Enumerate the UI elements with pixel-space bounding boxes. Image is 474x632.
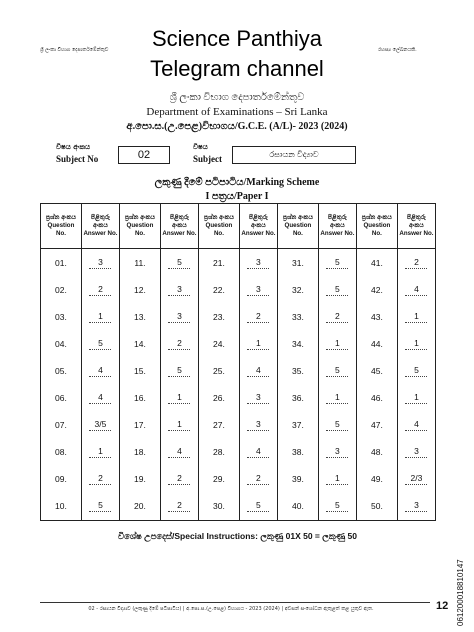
header-answer-no: [81, 204, 119, 249]
table-row: [41, 330, 436, 357]
header-si: පිළිතුරු අංකය: [90, 214, 111, 229]
dept-sinhala: ශ්‍රී ලංකා විභාග දෙපාර්තමේන්තුව: [169, 92, 305, 103]
answer-number: 2: [247, 474, 269, 485]
answer-number: 5: [89, 339, 111, 350]
question-number: 23.: [198, 303, 239, 330]
question-number: 24.: [198, 330, 239, 357]
question-number: 08.: [41, 439, 82, 466]
question-number: 45.: [356, 357, 397, 384]
subject-no-label-en: Subject No: [56, 154, 99, 164]
answer-cell: [397, 439, 435, 466]
answer-number: 3: [247, 393, 269, 404]
subject-label-en: Subject: [193, 154, 222, 164]
header-si: පිළිතුරු අංකය: [406, 214, 426, 229]
question-number: 50.: [356, 493, 397, 521]
answer-number: 2: [247, 312, 269, 323]
answer-cell: [81, 384, 119, 411]
answer-cell: [81, 249, 119, 277]
header-en: Answer No.: [83, 230, 118, 237]
answer-number: 3: [247, 420, 269, 431]
question-number: 48.: [356, 439, 397, 466]
answer-number: 4: [247, 366, 269, 377]
question-number: 30.: [198, 493, 239, 521]
marking-scheme-title: ලකුණු දීමේ පටිපාටිය/Marking Scheme: [154, 177, 320, 188]
answer-cell: [239, 249, 277, 277]
question-number: 46.: [356, 384, 397, 411]
header-si: පිළිතුරු අංකය: [327, 214, 347, 229]
answer-number: 5: [326, 285, 348, 296]
answer-cell: [318, 493, 356, 521]
footer-rule: [40, 602, 430, 603]
answer-number: 2: [168, 474, 190, 485]
question-number: 07.: [41, 412, 82, 439]
answer-cell: [318, 249, 356, 277]
header-en: Answer No.: [162, 230, 197, 237]
answer-cell: [81, 276, 119, 303]
answer-cell: [318, 466, 356, 493]
header-si: ප්‍රශ්න අංකය: [361, 214, 393, 221]
answer-cell: [81, 466, 119, 493]
answer-number: 4: [89, 393, 111, 404]
overlay-title-line1: Science Panthiya: [152, 26, 322, 51]
side-serial-text: 061200018810147: [456, 559, 465, 626]
answer-cell: [81, 439, 119, 466]
answer-cell: [239, 412, 277, 439]
answer-number: 2: [89, 285, 111, 296]
subject-no-label-si: විෂය අංකය: [56, 143, 91, 151]
answer-cell: [239, 330, 277, 357]
question-number: 28.: [198, 439, 239, 466]
answer-cell: [239, 384, 277, 411]
question-number: 20.: [119, 493, 160, 521]
answer-number: 3: [247, 258, 269, 269]
question-number: 37.: [277, 412, 318, 439]
answer-cell: [239, 357, 277, 384]
header-answer-no: [318, 204, 356, 249]
header-en: Question No.: [363, 222, 391, 237]
answer-number: 5: [168, 258, 190, 269]
answer-cell: [160, 276, 198, 303]
header-question-no: [356, 204, 397, 249]
answer-cell: [81, 303, 119, 330]
table-row: [41, 303, 436, 330]
header-answer-no: [239, 204, 277, 249]
question-number: 22.: [198, 276, 239, 303]
answer-number: 5: [326, 366, 348, 377]
header-en: Question No.: [47, 222, 75, 237]
answer-cell: [318, 439, 356, 466]
question-number: 31.: [277, 249, 318, 277]
answer-cell: [397, 384, 435, 411]
header-question-no: [277, 204, 318, 249]
answer-number: 1: [168, 420, 190, 431]
answer-number: 1: [405, 339, 427, 350]
special-instructions: විශේෂ උපදෙස්/Special Instructions: ලකුණු 01X 50 = ලකුණු 50: [118, 531, 358, 541]
question-number: 02.: [41, 276, 82, 303]
answer-number: 3: [405, 447, 427, 458]
corner-confidential-label: රහස්‍ය ලේඛනයකි.: [378, 47, 417, 53]
header-answer-no: [397, 204, 435, 249]
exam-title: අ.පො.ස.(උ.පෙළ)විභාගය/G.C.E. (A/L)- 2023 (2024): [126, 121, 348, 132]
answer-number: 4: [168, 447, 190, 458]
header-en: Question No.: [205, 222, 233, 237]
answer-cell: [160, 303, 198, 330]
answer-cell: [318, 276, 356, 303]
answer-cell: [397, 276, 435, 303]
answer-cell: [397, 330, 435, 357]
question-number: 42.: [356, 276, 397, 303]
question-number: 05.: [41, 357, 82, 384]
question-number: 04.: [41, 330, 82, 357]
answer-cell: [160, 493, 198, 521]
answer-cell: [239, 466, 277, 493]
table-row: [41, 357, 436, 384]
question-number: 47.: [356, 412, 397, 439]
answer-cell: [160, 466, 198, 493]
answer-cell: [397, 493, 435, 521]
answer-number: 5: [168, 366, 190, 377]
header-en: Answer No.: [320, 230, 355, 237]
page-number: 12: [436, 600, 449, 612]
header-si: ප්‍රශ්න අංකය: [203, 214, 235, 221]
answer-number: 3: [326, 447, 348, 458]
answer-number: 5: [326, 501, 348, 512]
answer-number: 5: [247, 501, 269, 512]
header-en: Question No.: [284, 222, 312, 237]
answer-number: 4: [89, 366, 111, 377]
answer-cell: [397, 303, 435, 330]
answer-cell: [397, 357, 435, 384]
table-row: [41, 412, 436, 439]
answer-cell: [397, 249, 435, 277]
question-number: 33.: [277, 303, 318, 330]
answer-number: 3: [247, 285, 269, 296]
question-number: 17.: [119, 412, 160, 439]
header-question-no: [41, 204, 82, 249]
answer-cell: [318, 303, 356, 330]
answer-number: 4: [247, 447, 269, 458]
question-number: 32.: [277, 276, 318, 303]
header-si: පිළිතුරු අංකය: [169, 214, 189, 229]
answer-number: 5: [89, 501, 111, 512]
answer-cell: [239, 439, 277, 466]
header-si: ප්‍රශ්න අංකය: [45, 214, 77, 221]
answer-number: 1: [405, 393, 427, 404]
answer-cell: [318, 357, 356, 384]
answer-number: 5: [326, 420, 348, 431]
question-number: 16.: [119, 384, 160, 411]
answer-number: 5: [326, 258, 348, 269]
question-number: 35.: [277, 357, 318, 384]
answer-cell: [397, 412, 435, 439]
header-en: Answer No.: [399, 230, 434, 237]
answer-cell: [318, 412, 356, 439]
answer-number: 2/3: [405, 474, 427, 485]
answer-cell: [397, 466, 435, 493]
answer-number: 2: [326, 312, 348, 323]
answer-cell: [160, 384, 198, 411]
answer-number: 1: [326, 474, 348, 485]
table-row: [41, 466, 436, 493]
answer-cell: [81, 493, 119, 521]
question-number: 06.: [41, 384, 82, 411]
answer-cell: [318, 330, 356, 357]
answer-number: 2: [89, 474, 111, 485]
answer-number: 1: [326, 393, 348, 404]
side-serial-code: [456, 520, 466, 630]
answer-number: 3: [405, 501, 427, 512]
answer-number: 2: [168, 339, 190, 350]
question-number: 38.: [277, 439, 318, 466]
header-si: ප්‍රශ්න අංකය: [124, 214, 156, 221]
table-row: [41, 249, 436, 277]
subject-no-value: 02: [118, 146, 170, 164]
header-en: Question No.: [126, 222, 154, 237]
question-number: 13.: [119, 303, 160, 330]
question-number: 29.: [198, 466, 239, 493]
answer-cell: [318, 384, 356, 411]
answer-number: 2: [405, 258, 427, 269]
question-number: 49.: [356, 466, 397, 493]
answer-number: 3: [89, 258, 111, 269]
question-number: 11.: [119, 249, 160, 277]
header-en: Answer No.: [241, 230, 276, 237]
subject-label-si: විෂය: [193, 143, 208, 151]
question-number: 43.: [356, 303, 397, 330]
answer-cell: [239, 493, 277, 521]
table-body: [41, 249, 436, 521]
question-number: 39.: [277, 466, 318, 493]
overlay-title-line2: Telegram channel: [150, 56, 324, 81]
question-number: 10.: [41, 493, 82, 521]
header-si: ප්‍රශ්න අංකය: [282, 214, 314, 221]
question-number: 12.: [119, 276, 160, 303]
question-number: 25.: [198, 357, 239, 384]
answer-cell: [160, 330, 198, 357]
header-answer-no: [160, 204, 198, 249]
header-question-no: [119, 204, 160, 249]
answer-cell: [81, 412, 119, 439]
question-number: 01.: [41, 249, 82, 277]
question-number: 19.: [119, 466, 160, 493]
question-number: 41.: [356, 249, 397, 277]
table-row: [41, 439, 436, 466]
header-question-no: [198, 204, 239, 249]
answer-cell: [81, 357, 119, 384]
footer-text: 02 - රසායන විද්‍යාව (ලකුණු දීමේ පටිපාටිය) | අ.පො.ස.(උ.පෙළ) විභාගය - 2023 (2024) | අවසන් සංශෝධන ඇතුළත් කළ යුතුව ඇත.: [88, 606, 374, 612]
question-number: 36.: [277, 384, 318, 411]
answer-cell: [239, 303, 277, 330]
answer-cell: [239, 276, 277, 303]
table-row: [41, 276, 436, 303]
answer-number: 1: [247, 339, 269, 350]
question-number: 40.: [277, 493, 318, 521]
answer-number: 5: [405, 366, 427, 377]
question-number: 18.: [119, 439, 160, 466]
question-number: 03.: [41, 303, 82, 330]
answer-number: 3: [168, 285, 190, 296]
answer-number: 1: [168, 393, 190, 404]
answer-number: 1: [326, 339, 348, 350]
answer-number: 4: [405, 285, 427, 296]
table-row: [41, 493, 436, 521]
answer-cell: [160, 412, 198, 439]
paper-title: I පත්‍රය/Paper I: [205, 191, 269, 202]
answer-number: 1: [89, 312, 111, 323]
question-number: 44.: [356, 330, 397, 357]
answer-cell: [160, 249, 198, 277]
answer-number: 2: [168, 501, 190, 512]
table-header-row: [41, 204, 436, 249]
answer-number: 1: [405, 312, 427, 323]
question-number: 27.: [198, 412, 239, 439]
dept-english: Department of Examinations – Sri Lanka: [146, 106, 328, 118]
answer-number: 3: [168, 312, 190, 323]
answer-cell: [160, 439, 198, 466]
subject-value: රසායන විද්‍යාව: [232, 146, 356, 164]
table-row: [41, 384, 436, 411]
answer-number: 1: [89, 447, 111, 458]
header-si: පිළිතුරු අංකය: [248, 214, 268, 229]
corner-dept-label: ශ්‍රී ලංකා විභාග දෙපාර්තමේන්තුව: [40, 47, 109, 53]
answer-number: 3/5: [89, 420, 111, 431]
question-number: 09.: [41, 466, 82, 493]
answer-number: 4: [405, 420, 427, 431]
marking-scheme-table: [40, 203, 436, 521]
question-number: 14.: [119, 330, 160, 357]
question-number: 15.: [119, 357, 160, 384]
answer-cell: [160, 357, 198, 384]
question-number: 21.: [198, 249, 239, 277]
answer-cell: [81, 330, 119, 357]
question-number: 26.: [198, 384, 239, 411]
question-number: 34.: [277, 330, 318, 357]
